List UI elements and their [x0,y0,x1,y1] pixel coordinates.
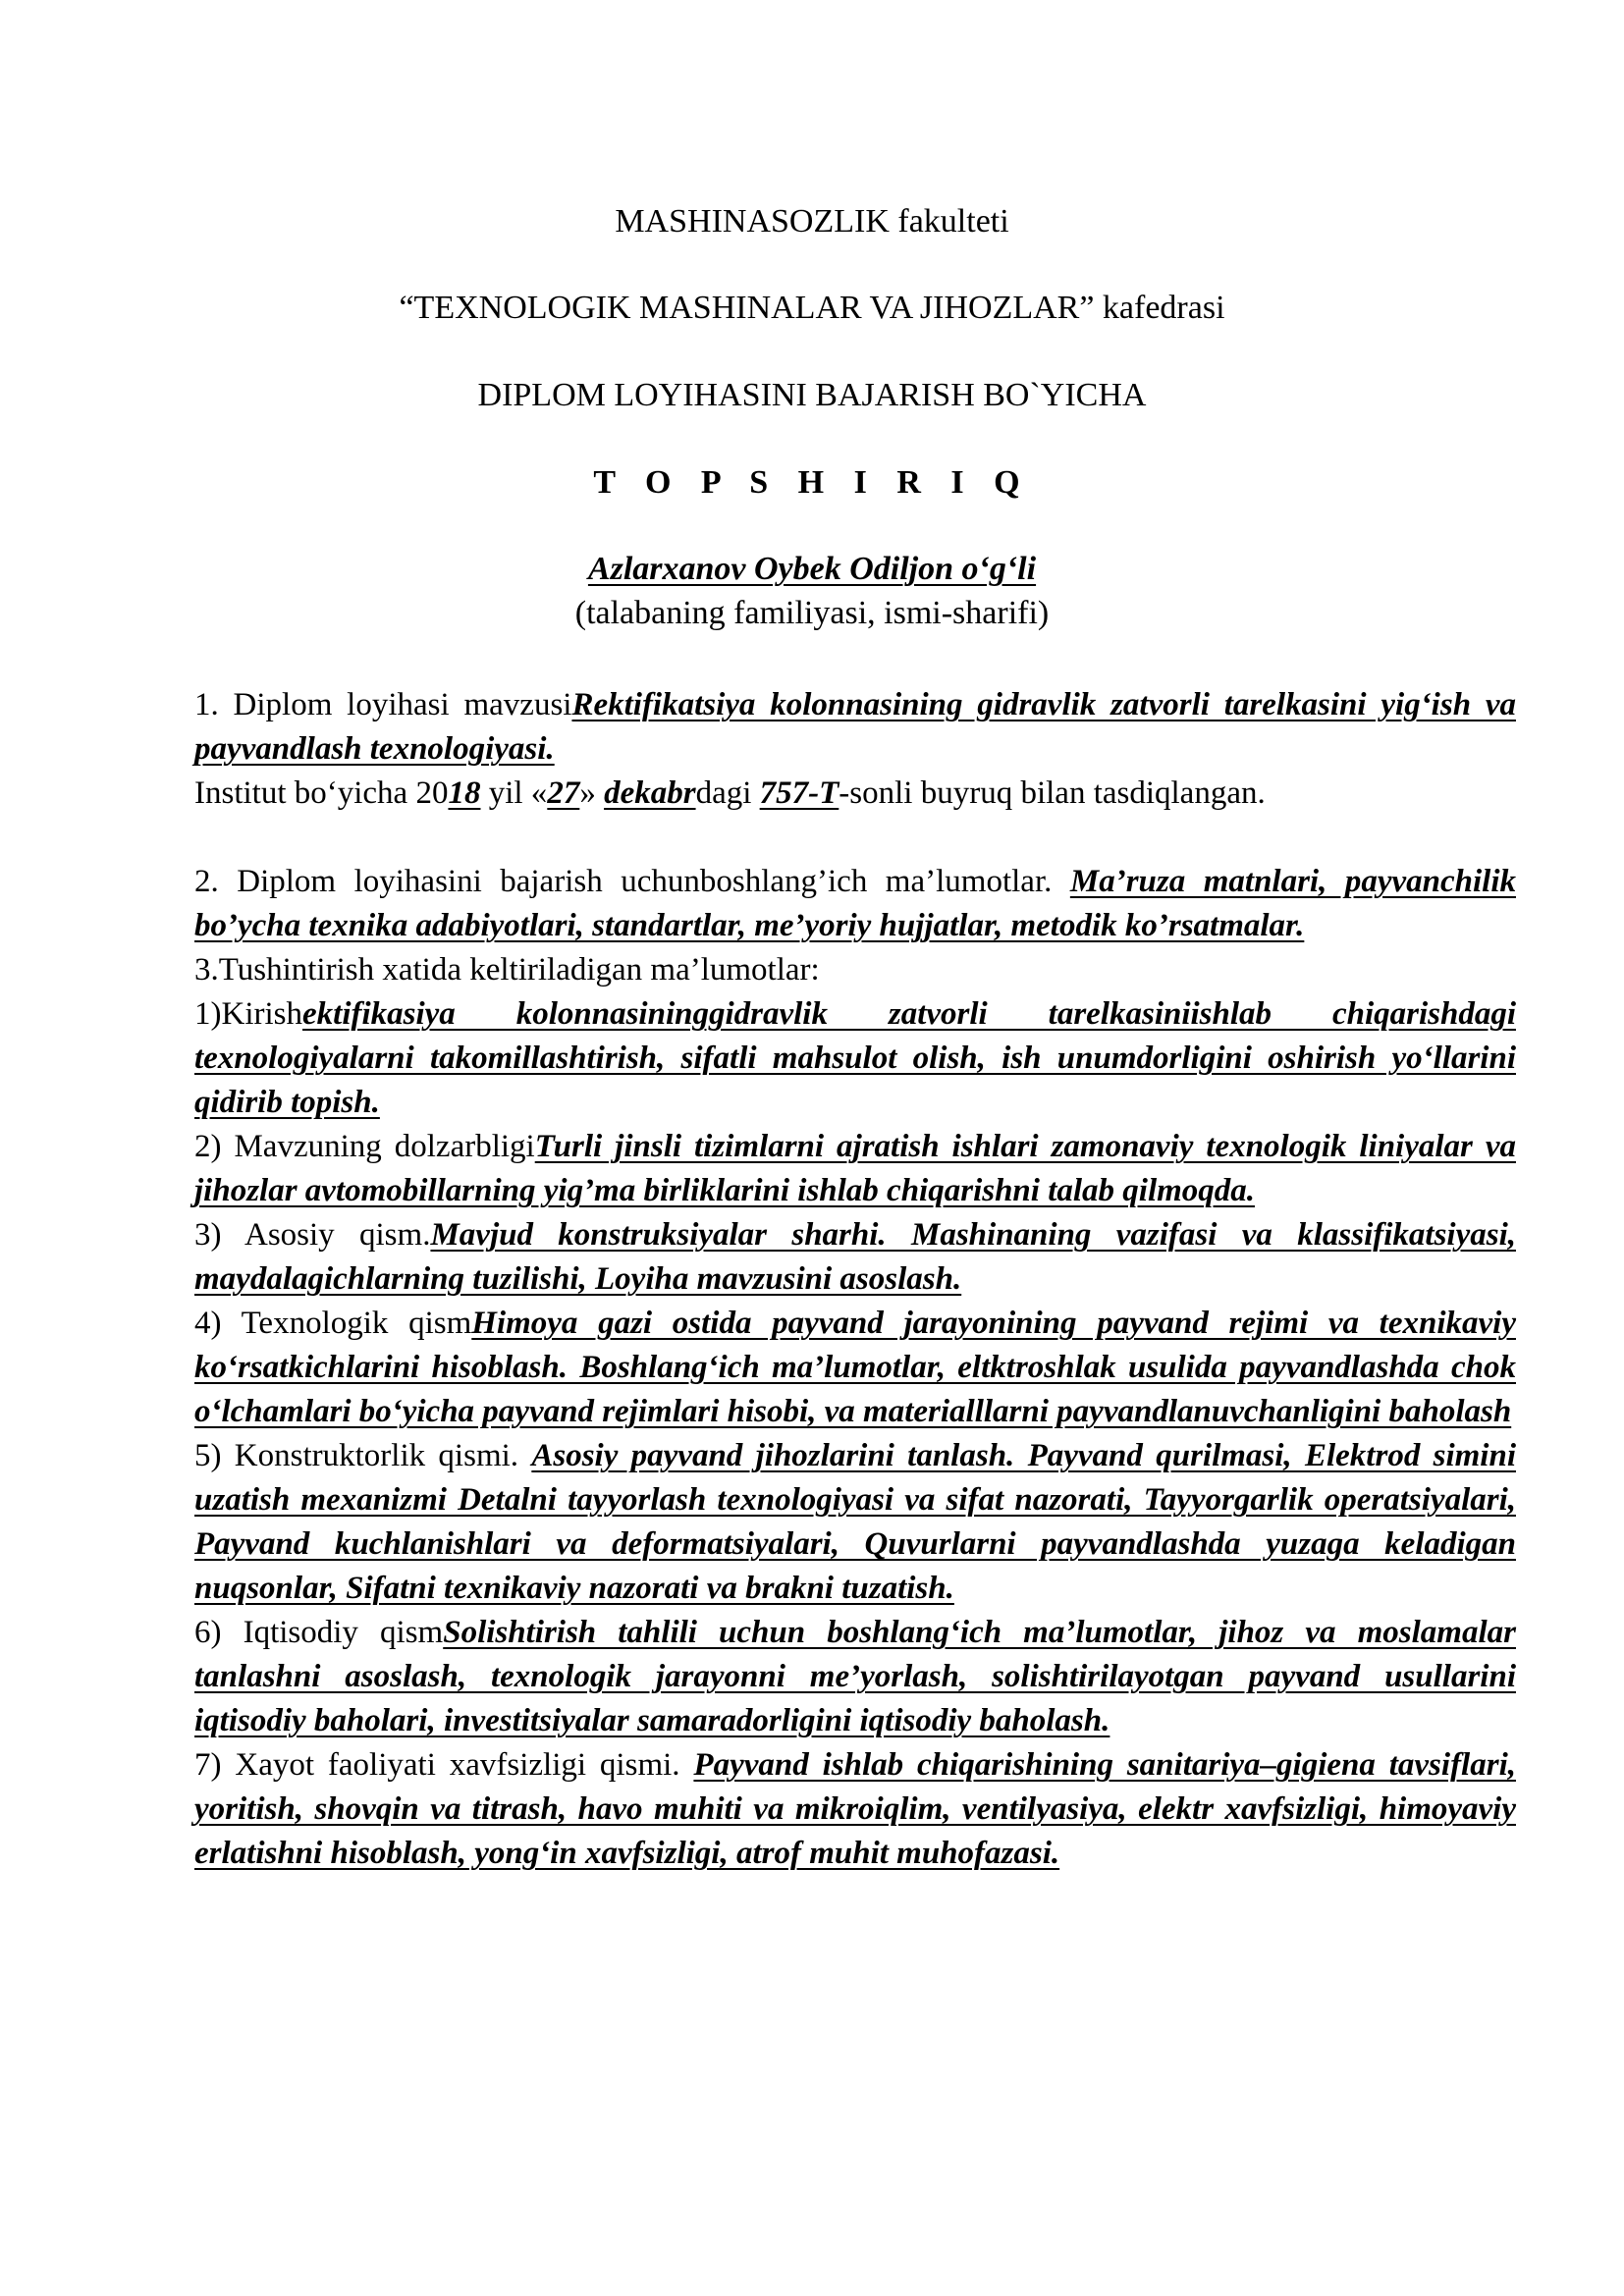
subitem-3-label: 3) Asosiy qism. [194,1217,431,1253]
subitem-2-label: 2) Mavzuning dolzarbligi [194,1129,535,1164]
assignment-body [194,683,1516,1876]
subitem-1-introduction [194,992,1516,1125]
spacer [194,816,1516,860]
subitem-7-value: Payvand ishlab chiqarishining sanitariya–gigiena tavsiflari, yoritish, shovqin va titrash, havo muhiti va mikroiqlim, ventilyasiya, elektr xavfsizligi, himoyaviy erlatishni hisoblash, yong‘in xavfsizligi, atrof muhit muhofazasi. [194,1747,1516,1871]
student-name-line [0,550,1624,589]
subitem-4-label: 4) Texnologik qism [194,1306,472,1341]
order-text-a: Institut bo‘yicha 20 [194,775,449,811]
faculty-heading: MASHINASOZLIK fakulteti [615,203,1009,240]
assignment-subtitle: DIPLOM LOYIHASINI BAJARISH BO`YICHA [477,377,1147,413]
department-heading: “TEXNOLOGIK MASHINALAR VA JIHOZLAR” kafedrasi [399,290,1225,326]
subitem-4-value: Himoya gazi ostida payvand jarayonining payvand rejimi va texnikaviy ko‘rsatkichlarini hisoblash. Boshlang‘ich ma’lumotlar, eltktroshlak usulida payvandlashda chok o‘lchamlari bo‘yicha payvand rejimlari hisobi, va materialllarni payvandlanuvchanligini baholash [194,1306,1516,1429]
item-2-value: Ma’ruza matnlari, payvanchilik bo’ycha texnika adabiyotlari, standartlar, me’yoriy hujjatlar, metodik ko’rsatmalar. [194,864,1516,943]
subitem-3-value: Mavjud konstruksiyalar sharhi. Mashinaning vazifasi va klassifikatsiyasi, maydalagichlarning tuzilishi, Loyiha mavzusini asoslash. [194,1217,1516,1297]
subitem-3-main-part [194,1213,1516,1302]
order-text-b: yil « [480,775,548,811]
order-number: 757-T [759,775,839,811]
approval-order-line [194,772,1516,816]
subitem-4-technological-part [194,1302,1516,1434]
item-3-heading: 3.Tushintirish xatida keltiriladigan ma’lumotlar: [194,952,820,988]
item-2-initial-data [194,860,1516,948]
subitem-2-value: Turli jinsli tizimlarni ajratish ishlari zamonaviy texnologik liniyalar va jihozlar avtomobillarning yig’ma birliklarini ishlab chiqarishni talab qilmoqda. [194,1129,1516,1208]
order-month: dekabr [604,775,696,811]
order-day: 27 [547,775,580,811]
student-name-caption: (talabaning familiyasi, ismi-sharifi) [574,595,1050,631]
subitem-6-label: 6) Iqtisodiy qism [194,1615,444,1650]
student-name: Azlarxanov Oybek Odiljon o‘g‘li [587,551,1037,587]
order-year: 18 [448,775,481,811]
subitem-1-label: 1)Kirish [194,996,302,1032]
order-text-c: » [579,775,605,811]
document-title: T O P S H I R I Q [593,464,1031,501]
item-1-label: 1. Diplom loyihasi mavzusi [194,687,572,722]
subitem-5-design-part [194,1434,1516,1611]
item-1-value: Rektifikatsiya kolonnasining gidravlik zatvorli tarelkasini yig‘ish va payvandlash texnologiyasi. [194,687,1516,767]
subitem-5-label: 5) Konstruktorlik qismi. [194,1438,532,1473]
item-2-label: 2. Diplom loyihasini bajarish uchunboshlang’ich ma’lumotlar. [194,864,1070,899]
subitem-6-economic-part [194,1611,1516,1743]
order-text-e: -sonli buyruq bilan tasdiqlangan. [839,775,1266,811]
subitem-6-value: Solishtirish tahlili uchun boshlang‘ich ma’lumotlar, jihoz va moslamalar tanlashni asoslash, texnologik jarayonni me’yorlash, solishtirilayotgan payvand usullarini iqtisodiy baholari, investitsiyalar samaradorligini iqtisodiy baholash. [194,1615,1516,1738]
subitem-7-label: 7) Xayot faoliyati xavfsizligi qismi. [194,1747,694,1783]
subitem-7-safety-part [194,1743,1516,1876]
item-1-topic [194,683,1516,772]
subitem-2-relevance [194,1125,1516,1213]
order-text-d: dagi [695,775,760,811]
subitem-1-value: ektifikasiya kolonnasininggidravlik zatvorli tarelkasiniishlab chiqarishdagi texnologiyalarni takomillashtirish, sifatli mahsulot olish, ish unumdorligini oshirish yo‘llarini qidirib topish. [194,996,1516,1120]
subitem-5-value: Asosiy payvand jihozlarini tanlash. Payvand qurilmasi, Elektrod simini uzatish mexanizmi Detalni tayyorlash texnologiyasi va sifat nazorati, Tayyorgarlik operatsiyalari, Payvand kuchlanishlari va deformatsiyalari, Quvurlarni payvandlashda yuzaga keladigan nuqsonlar, Sifatni texnikaviy nazorati va brakni tuzatish. [194,1438,1516,1606]
